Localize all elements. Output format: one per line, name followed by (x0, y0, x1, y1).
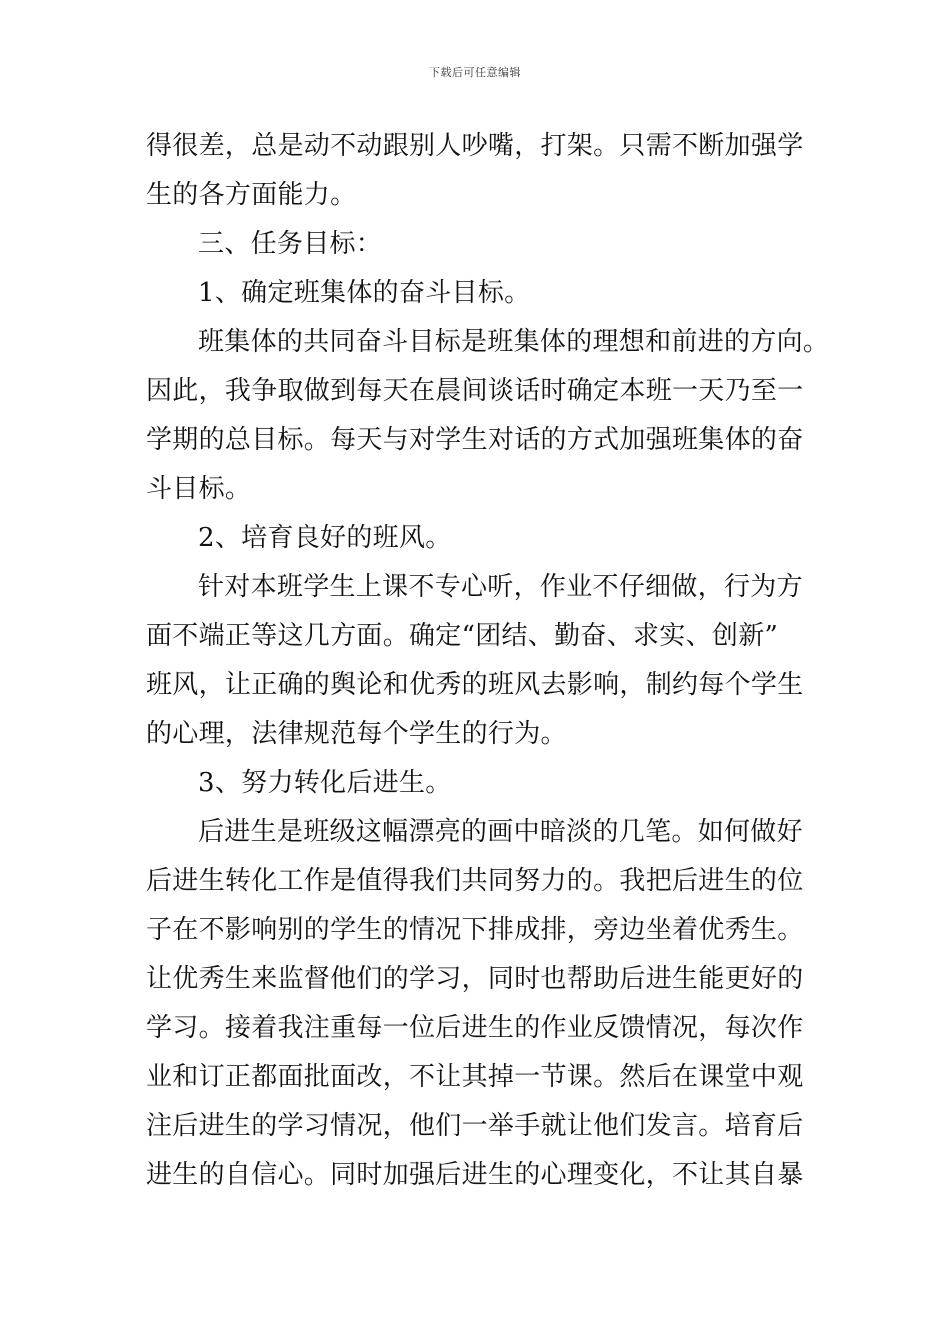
text-line: 班集体的共同奋斗目标是班集体的理想和前进的方向。 (198, 327, 830, 357)
text-line: 业和订正都面批面改，不让其掉一节课。然后在课堂中观 (146, 1062, 804, 1092)
text-line: 后进生转化工作是值得我们共同努力的。我把后进生的位 (146, 866, 804, 896)
text-line: 注后进生的学习情况，他们一举手就让他们发言。培育后 (146, 1111, 804, 1141)
text-line: 学习。接着我注重每一位后进生的作业反馈情况，每次作 (146, 1013, 804, 1043)
text-line: 因此，我争取做到每天在晨间谈话时确定本班一天乃至一 (146, 376, 804, 406)
text-line: 进生的自信心。同时加强后进生的心理变化，不让其自暴 (146, 1160, 804, 1190)
text-line: 班风，让正确的舆论和优秀的班风去影响，制约每个学生 (146, 670, 804, 700)
text-line: 后进生是班级这幅漂亮的画中暗淡的几笔。如何做好 (198, 817, 803, 847)
text-line: 让优秀生来监督他们的学习，同时也帮助后进生能更好的 (146, 964, 804, 994)
text-line: 斗目标。 (146, 474, 252, 504)
text-line: 得很差，总是动不动跟别人吵嘴，打架。只需不断加强学 (146, 131, 804, 161)
text-line: 针对本班学生上课不专心听，作业不仔细做，行为方 (198, 572, 803, 602)
text-line: 的心理，法律规范每个学生的行为。 (146, 719, 567, 749)
page-header-note: 下载后可任意编辑 (429, 66, 521, 79)
text-line: 2、培育良好的班风。 (198, 523, 452, 553)
text-line: 三、任务目标： (198, 229, 383, 259)
text-line: 生的各方面能力。 (146, 180, 357, 210)
document-body (146, 122, 830, 1200)
text-line: 1、确定班集体的奋斗目标。 (198, 278, 531, 308)
text-line: 学期的总目标。每天与对学生对话的方式加强班集体的奋 (146, 425, 804, 455)
text-line: 子在不影响别的学生的情况下排成排，旁边坐着优秀生。 (146, 915, 804, 945)
text-line: 面不端正等这几方面。确定“团结、勤奋、求实、创新” (146, 621, 779, 651)
text-line: 3、努力转化后进生。 (198, 768, 452, 798)
